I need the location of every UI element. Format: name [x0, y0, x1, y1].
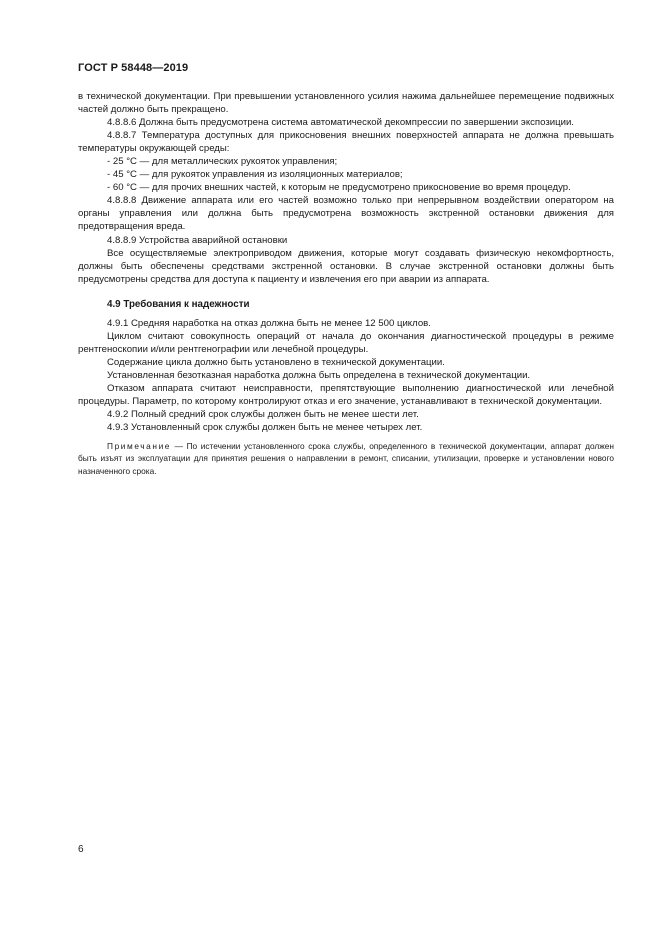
clause-4-8-8-9: 4.8.8.9 Устройства аварийной остановки — [107, 234, 288, 246]
note-text: — По истечении установленного срока службы, определенного в технической документации, аппарат должен быть изъят из эксплуатации для принятия решения о направлении в ремонт, списании, утилизации, проверке и установлении нового назначенного срока. — [78, 441, 614, 476]
clause-4-9-1: 4.9.1 Средняя наработка на отказ должна быть не менее 12 500 циклов. — [107, 317, 431, 329]
clause-4-8-8-8: 4.8.8.8 Движение аппарата или его частей возможно только при непрерывном воздействии оператором на органы управления или должна быть предусмотрена возможность экстренной остановки движения для предотвращения вреда. — [78, 195, 614, 233]
document-header: ГОСТ Р 58448—2019 — [78, 62, 189, 74]
clause-4-9-3: 4.9.3 Установленный срок службы должен быть не менее четырех лет. — [107, 422, 423, 434]
reliability-paragraph: Установленная безотказная наработка должна быть определена в технической документации. — [107, 369, 531, 381]
emergency-stop-paragraph: Все осуществляемые электроприводом движения, которые могут создавать физическую некомфортность, должны быть обеспечены средствами экстренной остановки. В случае экстренной остановки должны быть предусмотрены средства для доступа к пациенту и извлечения его при аварии из аппарата. — [78, 247, 614, 285]
failure-definition-paragraph: Отказом аппарата считают неисправности, препятствующие выполнению диагностической или лечебной процедуры. Параметр, по которому контролируют отказ и его значение, устанавливают в технической документации. — [78, 382, 614, 408]
clause-4-9-2: 4.9.2 Полный средний срок службы должен быть не менее шести лет. — [107, 409, 419, 421]
clause-4-8-8-7: 4.8.8.7 Температура доступных для прикосновения внешних поверхностей аппарата не должна превышать температуры окружающей среды: — [78, 130, 614, 155]
cycle-content-paragraph: Содержание цикла должно быть установлено в технической документации. — [107, 356, 445, 368]
list-item-temperature-insulated: - 45 °С — для рукояток управления из изоляционных материалов; — [107, 169, 403, 181]
section-heading-reliability: 4.9 Требования к надежности — [107, 298, 250, 310]
note-paragraph — [78, 440, 614, 477]
list-item-temperature-other: - 60 °С — для прочих внешних частей, к которым не предусмотрено прикосновение во время процедур. — [107, 182, 571, 194]
document-body — [78, 90, 614, 477]
note-label: Примечание — [107, 441, 172, 452]
cycle-definition-paragraph: Циклом считают совокупность операций от начала до окончания диагностической процедуры в режиме рентгеноскопии и/или рентгенографии или лечебной процедуры. — [78, 330, 614, 355]
page-number: 6 — [78, 844, 84, 855]
list-item-temperature-metal: - 25 °С — для металлических рукояток управления; — [107, 156, 338, 168]
paragraph-continuation: в технической документации. При превышении установленного усилия нажима дальнейшее перемещение подвижных частей должно быть прекращено. — [78, 91, 614, 116]
clause-4-8-8-6: 4.8.8.6 Должна быть предусмотрена система автоматической декомпрессии по завершении экспозиции. — [107, 117, 574, 129]
